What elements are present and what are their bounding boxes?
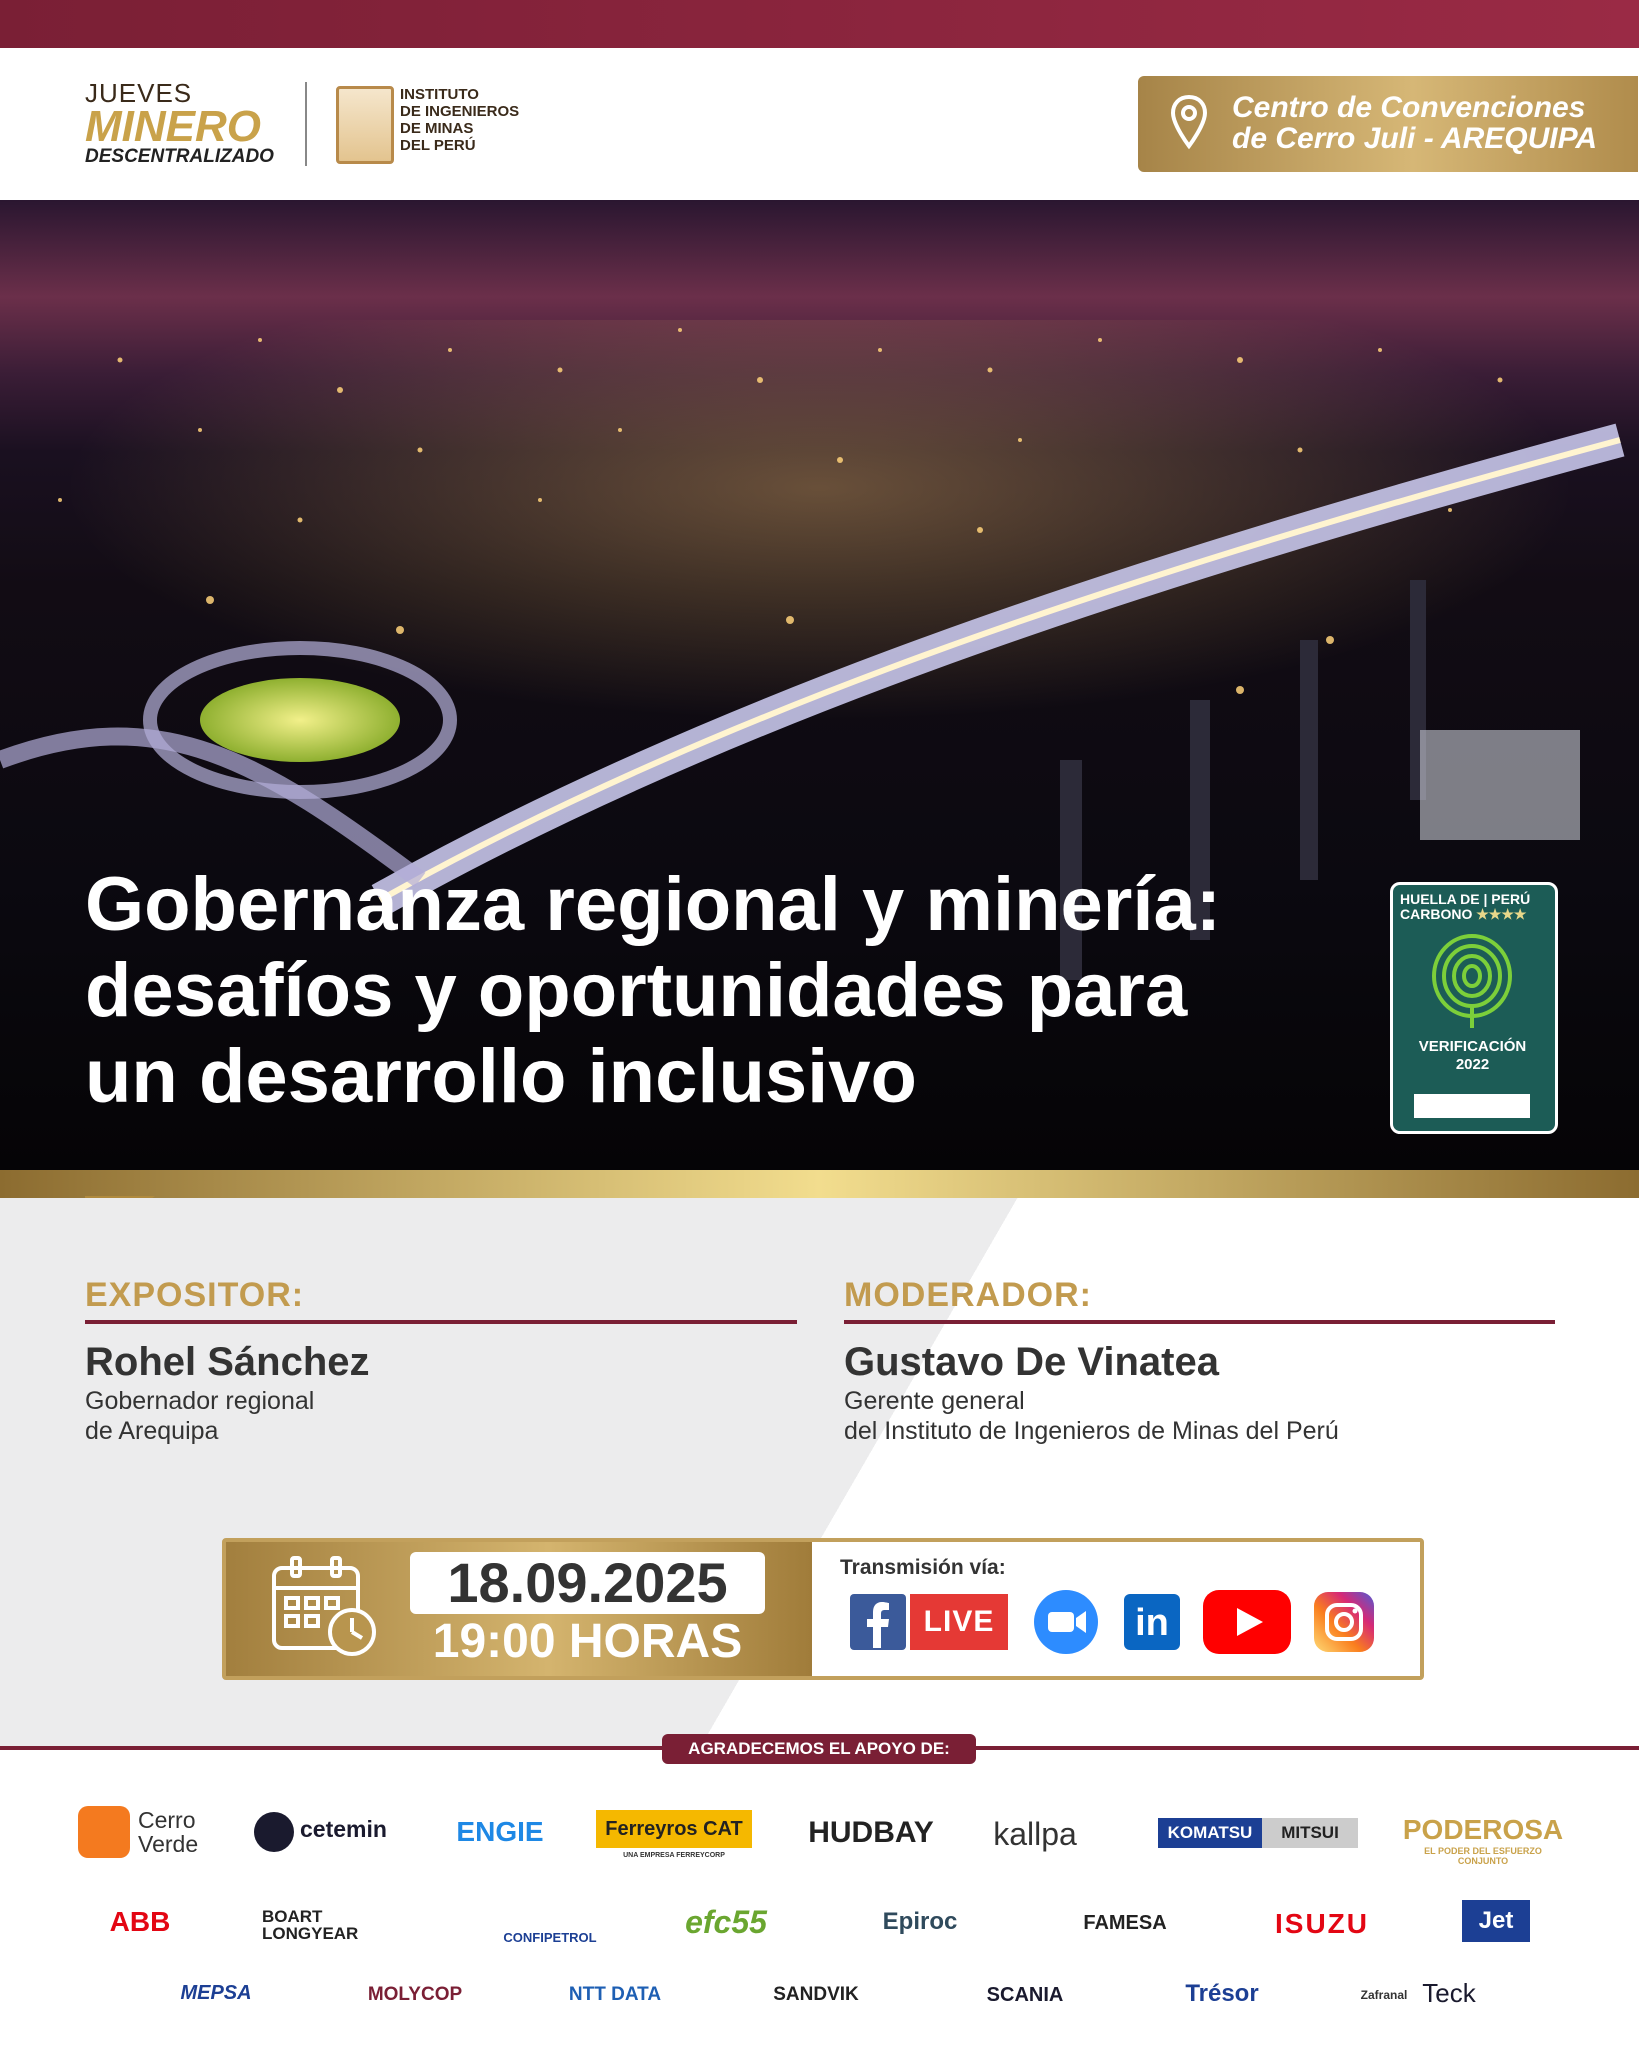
sponsor-scania: SCANIA <box>986 1984 1064 2006</box>
youtube-icon[interactable] <box>1203 1590 1291 1654</box>
sponsor-confipetrol: CONFIPETROL <box>503 1930 597 1945</box>
sponsor-sandvik: SANDVIK <box>773 1984 859 2005</box>
sponsor-ntt-data: NTT DATA <box>568 1984 662 2005</box>
instagram-icon[interactable] <box>1314 1592 1374 1652</box>
sponsor-isuzu: ISUZU <box>1275 1908 1369 1939</box>
moderador-name: Gustavo De Vinatea <box>844 1340 1219 1384</box>
top-color-bar <box>0 0 1639 48</box>
expositor-name: Rohel Sánchez <box>85 1340 370 1384</box>
expositor-label: EXPOSITOR: <box>85 1276 305 1314</box>
facebook-live-button[interactable] <box>850 1594 1008 1650</box>
facebook-icon <box>850 1594 906 1650</box>
sponsor-abb: ABB <box>109 1906 171 1937</box>
moderador-underline <box>844 1320 1555 1324</box>
sponsor-cetemin: cetemin <box>300 1816 387 1842</box>
badge-title: HUELLA DE | PERÚ CARBONO ★★★★ <box>1400 891 1531 922</box>
brand-descentralizado: DESCENTRALIZADO <box>85 146 274 167</box>
calendar-clock-icon <box>270 1554 380 1658</box>
sponsor-jet: Jet <box>1462 1900 1530 1942</box>
zoom-icon[interactable] <box>1034 1590 1098 1654</box>
event-time: 19:00 HORAS <box>432 1615 743 1668</box>
institute-name: INSTITUTO DE INGENIEROS DE MINAS DEL PERÚ <box>400 86 520 154</box>
fingerprint-icon <box>1428 930 1516 1030</box>
brand-jueves: JUEVES <box>85 78 193 108</box>
sponsor-efc55: efc55 <box>685 1904 767 1940</box>
header-divider <box>305 82 307 166</box>
expositor-underline <box>85 1320 797 1324</box>
cerro-verde-logo-icon <box>78 1806 130 1858</box>
sponsor-zafranal: Zafranal <box>1360 1988 1408 2002</box>
event-title: Gobernanza regional y minería: desafíos y oportunidades para un desarrollo inclusivo <box>85 862 1222 1119</box>
institute-seal-icon <box>336 86 394 164</box>
moderador-label: MODERADOR: <box>844 1276 1092 1314</box>
sponsor-cerro-verde: Cerro Verde <box>138 1807 199 1857</box>
sponsor-epiroc: Epiroc <box>882 1908 958 1935</box>
brand-minero: MINERO <box>85 102 261 151</box>
transmission-label: Transmisión vía: <box>840 1556 1006 1579</box>
poderosa-tagline: EL PODER DEL ESFUERZO CONJUNTO <box>1424 1846 1542 1866</box>
badge-verification: VERIFICACIÓN 2022 <box>1418 1038 1527 1073</box>
sponsors-title: AGRADECEMOS EL APOYO DE: <box>662 1734 976 1764</box>
sponsor-tresor: Trésor <box>1185 1980 1259 2007</box>
sponsor-mepsa: MEPSA <box>180 1982 252 2004</box>
gold-divider-band <box>0 1170 1639 1198</box>
cetemin-logo-icon <box>254 1812 294 1852</box>
sponsor-teck: Teck <box>1422 1978 1476 2008</box>
ferreyros-tagline: UNA EMPRESA FERREYCORP <box>623 1852 725 1859</box>
sponsor-boart-longyear: BOART LONGYEAR <box>262 1907 359 1943</box>
sponsor-hudbay: HUDBAY <box>808 1816 934 1849</box>
sponsor-poderosa: PODEROSA <box>1402 1814 1564 1845</box>
linkedin-icon[interactable]: in <box>1124 1594 1180 1650</box>
badge-ministry-logo <box>1414 1094 1530 1118</box>
sponsor-engie: ENGIE <box>456 1816 544 1847</box>
sponsor-kallpa: kallpa <box>993 1816 1077 1852</box>
sponsor-famesa: FAMESA <box>1083 1912 1167 1934</box>
sponsor-mitsui: MITSUI <box>1262 1818 1358 1848</box>
sponsor-ferreyros: Ferreyros CAT <box>596 1810 752 1848</box>
sponsor-komatsu: KOMATSU <box>1158 1818 1262 1848</box>
sponsor-molycop: MOLYCOP <box>367 1984 463 2005</box>
live-label: LIVE <box>910 1594 1008 1650</box>
expositor-description: Gobernador regional de Arequipa <box>85 1387 315 1445</box>
event-date: 18.09.2025 <box>447 1551 728 1614</box>
venue-text: Centro de Convenciones de Cerro Juli - AREQUIPA <box>1232 91 1598 155</box>
moderador-description: Gerente general del Instituto de Ingenieros de Minas del Perú <box>844 1387 1339 1445</box>
location-pin-icon <box>1170 94 1208 150</box>
